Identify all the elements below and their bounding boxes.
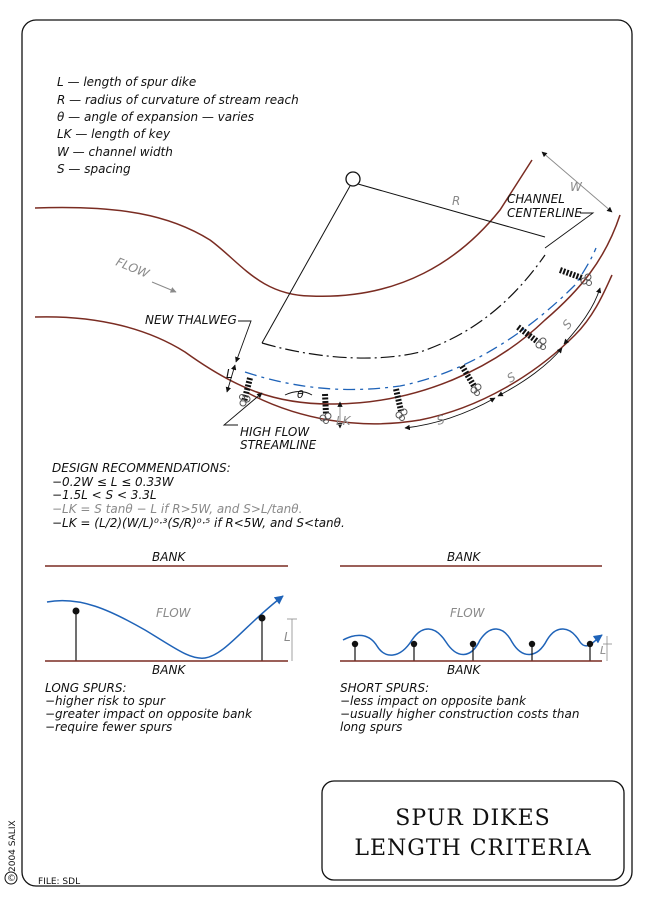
spur-tip: [259, 615, 266, 622]
spur-tip: [587, 641, 593, 647]
design-heading: DESIGN RECOMMENDATIONS:: [52, 461, 231, 475]
flow-label: FLOW: [113, 254, 152, 281]
design-item: −0.2W ≤ L ≤ 0.33W: [52, 475, 174, 489]
flow-arrow: [152, 282, 176, 292]
lk-label: LK: [336, 414, 351, 428]
spur-tip: [352, 641, 358, 647]
bank-label: BANK: [152, 550, 186, 564]
l-label: L: [284, 630, 291, 644]
spur-tip: [73, 608, 80, 615]
inner-bank-line: [248, 275, 612, 424]
short-spurs-panel: [340, 550, 612, 734]
plan-view: [35, 152, 620, 452]
title-line: LENGTH CRITERIA: [354, 836, 592, 861]
design-item: −LK = (L/2)(W/L)⁰·³(S/R)⁰·⁵ if R<5W, and S<tanθ.: [52, 516, 345, 530]
legend: [57, 75, 299, 176]
width-label: W: [570, 180, 582, 194]
title-line: SPUR DIKES: [395, 806, 551, 831]
flow-label: FLOW: [156, 606, 191, 620]
long-spurs-panel: [45, 550, 297, 734]
thalweg-leader: [236, 321, 251, 362]
long-spurs-item: −require fewer spurs: [45, 720, 173, 734]
l-label: L: [226, 367, 233, 381]
copyright-symbol: ©: [7, 874, 16, 884]
spur-dike: [462, 366, 481, 396]
short-spurs-heading: SHORT SPURS:: [340, 681, 430, 695]
short-spurs-item: −usually higher construction costs than: [340, 707, 580, 721]
file-label: FILE: SDL: [38, 877, 81, 887]
spacing-label: S: [504, 369, 519, 386]
high-flow-label: HIGH FLOW: [240, 425, 310, 439]
spur-tip: [529, 641, 535, 647]
thalweg-label: NEW THALWEG: [145, 313, 237, 327]
legend-item: LK — length of key: [57, 127, 171, 141]
bank-label: BANK: [152, 663, 186, 677]
channel-centerline: [262, 255, 545, 358]
spacing-dimension: [405, 398, 495, 428]
theta-label: θ: [297, 388, 304, 401]
spur-dike: [240, 378, 251, 406]
design-item: −LK = S tanθ − L if R>5W, and S>L/tanθ.: [52, 502, 303, 516]
spacing-label: S: [559, 317, 576, 332]
legend-item: θ — angle of expansion — varies: [57, 110, 255, 124]
spur-dike: [396, 389, 407, 421]
short-spurs-item: long spurs: [340, 720, 403, 734]
long-spurs-item: −higher risk to spur: [45, 694, 165, 708]
l-label: L: [600, 644, 607, 657]
spacing-label: S: [435, 412, 447, 428]
spur-tip: [411, 641, 417, 647]
high-flow-leader: [224, 393, 262, 425]
radius-line-left: [262, 186, 350, 343]
new-thalweg-line: [245, 248, 596, 389]
legend-item: S — spacing: [57, 162, 131, 176]
bank-label: BANK: [447, 550, 481, 564]
centerline-label: CHANNEL: [507, 192, 565, 206]
copyright-text: 2004 SALIX: [8, 820, 18, 872]
short-spurs-item: −less impact on opposite bank: [340, 694, 526, 708]
radius-label: R: [452, 194, 461, 208]
design-recommendations: [52, 461, 345, 530]
flow-label: FLOW: [450, 606, 485, 620]
legend-item: L — length of spur dike: [57, 75, 197, 89]
design-item: −1.5L < S < 3.3L: [52, 488, 157, 502]
spur-tip: [470, 641, 476, 647]
long-spurs-item: −greater impact on opposite bank: [45, 707, 252, 721]
bank-label: BANK: [447, 663, 481, 677]
high-flow-label: STREAMLINE: [240, 438, 317, 452]
centerline-label: CENTERLINE: [507, 206, 582, 220]
long-spurs-heading: LONG SPURS:: [45, 681, 127, 695]
legend-item: R — radius of curvature of stream reach: [57, 93, 299, 107]
legend-item: W — channel width: [57, 145, 173, 159]
center-of-curvature: [346, 172, 360, 186]
title-block: [322, 781, 624, 880]
spur-dike: [518, 327, 546, 350]
upper-bank-line: [35, 160, 532, 296]
